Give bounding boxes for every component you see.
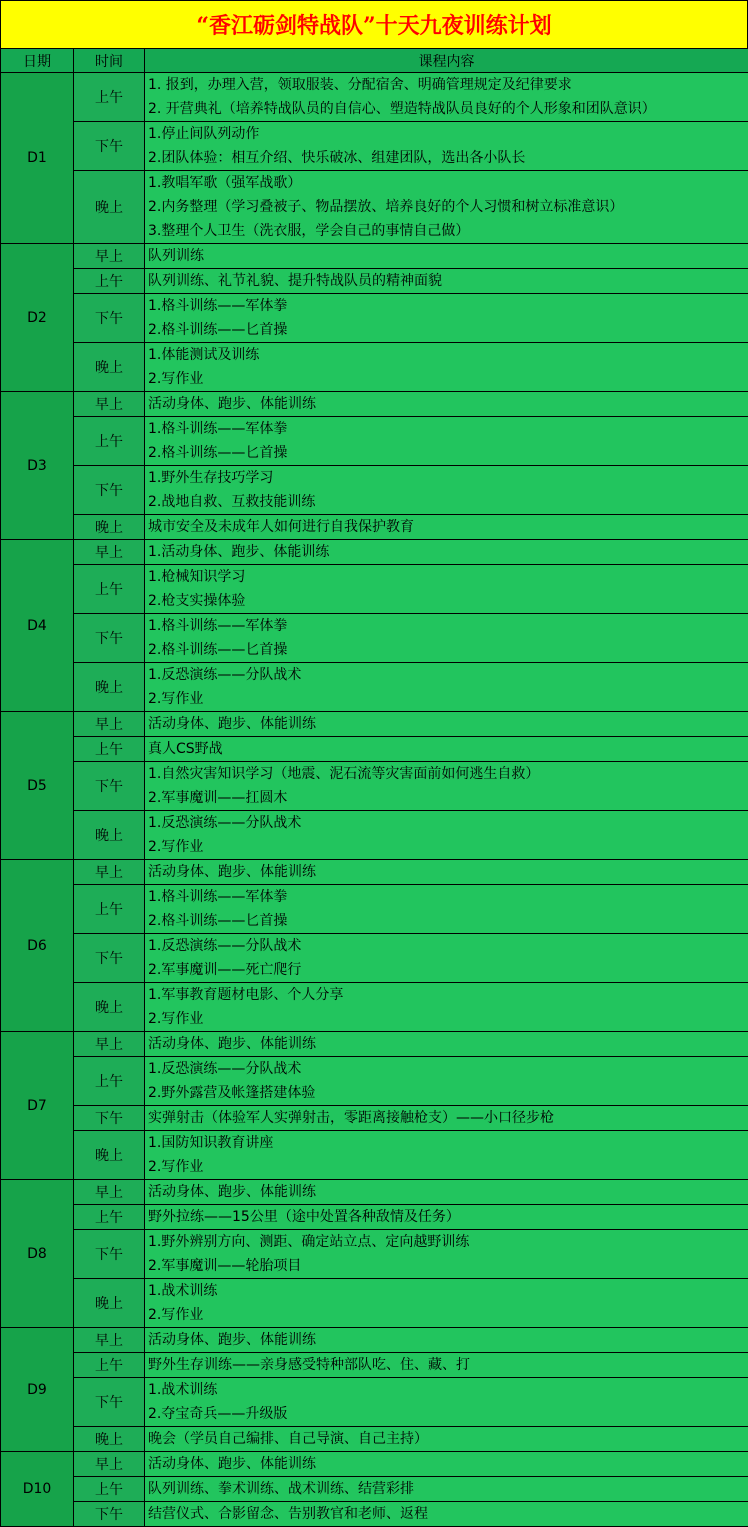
course-content <box>145 811 748 860</box>
course-line: 2.夺宝奇兵——升级版 <box>148 1402 748 1426</box>
time-label: 晚上 <box>74 663 145 712</box>
course-content <box>145 1477 748 1502</box>
time-label: 上午 <box>74 565 145 614</box>
time-label: 早上 <box>74 392 145 417</box>
course-line: 活动身体、跑步、体能训练 <box>148 712 748 736</box>
schedule-row <box>1 1477 748 1502</box>
course-line: 2.写作业 <box>148 1303 748 1327</box>
course-content <box>145 515 748 540</box>
course-line: 1.反恐演练——分队战术 <box>148 1057 748 1081</box>
course-content <box>145 614 748 663</box>
course-line: 1.野外辨别方向、测距、确定站立点、定向越野训练 <box>148 1230 748 1254</box>
course-line: 队列训练、拳术训练、战术训练、结营彩排 <box>148 1477 748 1501</box>
course-content <box>145 244 748 269</box>
header-content: 课程内容 <box>145 49 748 73</box>
day-label: D6 <box>1 860 74 1032</box>
time-label: 上午 <box>74 417 145 466</box>
time-label: 上午 <box>74 1205 145 1230</box>
schedule-row <box>1 565 748 614</box>
course-content <box>145 737 748 762</box>
time-label: 早上 <box>74 860 145 885</box>
course-line: 1.战术训练 <box>148 1279 748 1303</box>
schedule-row <box>1 392 748 417</box>
time-label: 晚上 <box>74 1279 145 1328</box>
time-label: 早上 <box>74 244 145 269</box>
course-content <box>145 269 748 294</box>
time-label: 下午 <box>74 1502 145 1527</box>
schedule-row <box>1 122 748 171</box>
time-label: 下午 <box>74 1378 145 1427</box>
course-content <box>145 885 748 934</box>
time-label: 早上 <box>74 1328 145 1353</box>
course-line: 1.国防知识教育讲座 <box>148 1131 748 1155</box>
schedule-row <box>1 762 748 811</box>
course-content <box>145 565 748 614</box>
time-label: 下午 <box>74 614 145 663</box>
course-line: 2.枪支实操体验 <box>148 589 748 613</box>
course-line: 1.军事教育题材电影、个人分享 <box>148 983 748 1007</box>
course-line: 1.停止间队列动作 <box>148 122 748 146</box>
day-label: D10 <box>1 1452 74 1527</box>
course-content <box>145 417 748 466</box>
schedule-row <box>1 811 748 860</box>
course-content <box>145 1180 748 1205</box>
time-label: 晚上 <box>74 171 145 244</box>
time-label: 上午 <box>74 1057 145 1106</box>
schedule-row <box>1 1106 748 1131</box>
time-label: 上午 <box>74 269 145 294</box>
day-label: D4 <box>1 540 74 712</box>
time-label: 下午 <box>74 294 145 343</box>
time-label: 下午 <box>74 934 145 983</box>
course-line: 2.格斗训练——匕首操 <box>148 318 748 342</box>
course-line: 野外拉练——15公里（途中处置各种敌情及任务） <box>148 1205 748 1229</box>
schedule-table <box>0 48 748 1527</box>
course-line: 2.格斗训练——匕首操 <box>148 909 748 933</box>
course-line: 野外生存训练——亲身感受特种部队吃、住、藏、打 <box>148 1353 748 1377</box>
course-line: 活动身体、跑步、体能训练 <box>148 1180 748 1204</box>
course-content <box>145 934 748 983</box>
course-content <box>145 1353 748 1378</box>
time-label: 晚上 <box>74 811 145 860</box>
course-line: 1.自然灾害知识学习（地震、泥石流等灾害面前如何逃生自救） <box>148 762 748 786</box>
course-content <box>145 1427 748 1452</box>
course-line: 城市安全及未成年人如何进行自我保护教育 <box>148 515 748 539</box>
course-content <box>145 540 748 565</box>
schedule-row <box>1 1427 748 1452</box>
schedule-row <box>1 1502 748 1527</box>
schedule-row <box>1 244 748 269</box>
course-line: 2.军事魔训——死亡爬行 <box>148 958 748 982</box>
course-line: 1.反恐演练——分队战术 <box>148 663 748 687</box>
schedule-row <box>1 1279 748 1328</box>
course-content <box>145 122 748 171</box>
course-line: 1.格斗训练——军体拳 <box>148 885 748 909</box>
course-line: 2.军事魔训——轮胎项目 <box>148 1254 748 1278</box>
time-label: 晚上 <box>74 1131 145 1180</box>
course-line: 2.军事魔训——扛圆木 <box>148 786 748 810</box>
schedule-row <box>1 515 748 540</box>
course-line: 晚会（学员自己编排、自己导演、自己主持） <box>148 1427 748 1451</box>
course-content <box>145 1328 748 1353</box>
course-content <box>145 1279 748 1328</box>
course-line: 2.战地自救、互救技能训练 <box>148 490 748 514</box>
course-line: 活动身体、跑步、体能训练 <box>148 860 748 884</box>
course-content <box>145 1230 748 1279</box>
course-line: 1.活动身体、跑步、体能训练 <box>148 540 748 564</box>
course-content <box>145 1205 748 1230</box>
schedule-row <box>1 1205 748 1230</box>
header-row <box>1 49 748 73</box>
course-content <box>145 1131 748 1180</box>
schedule-row <box>1 860 748 885</box>
course-line: 结营仪式、合影留念、告别教官和老师、返程 <box>148 1502 748 1526</box>
course-line: 2.写作业 <box>148 835 748 859</box>
header-date: 日期 <box>1 49 74 73</box>
time-label: 晚上 <box>74 515 145 540</box>
schedule-row <box>1 934 748 983</box>
course-content <box>145 1057 748 1106</box>
time-label: 下午 <box>74 1106 145 1131</box>
time-label: 上午 <box>74 73 145 122</box>
day-label: D1 <box>1 73 74 244</box>
schedule-row <box>1 343 748 392</box>
course-line: 队列训练 <box>148 244 748 268</box>
course-line: 2.团队体验：相互介绍、快乐破冰、组建团队，选出各小队长 <box>148 146 748 170</box>
time-label: 晚上 <box>74 983 145 1032</box>
course-line: 2.写作业 <box>148 367 748 391</box>
course-line: 2.写作业 <box>148 687 748 711</box>
time-label: 上午 <box>74 885 145 934</box>
schedule-row <box>1 614 748 663</box>
time-label: 早上 <box>74 540 145 565</box>
course-line: 活动身体、跑步、体能训练 <box>148 392 748 416</box>
course-line: 2. 开营典礼（培养特战队员的自信心、塑造特战队员良好的个人形象和团队意识） <box>148 97 748 121</box>
time-label: 早上 <box>74 712 145 737</box>
time-label: 上午 <box>74 1477 145 1502</box>
schedule-row <box>1 1131 748 1180</box>
course-content <box>145 294 748 343</box>
course-content <box>145 466 748 515</box>
course-line: 1.格斗训练——军体拳 <box>148 294 748 318</box>
course-line: 1.枪械知识学习 <box>148 565 748 589</box>
course-content <box>145 1106 748 1131</box>
course-line: 2.内务整理（学习叠被子、物品摆放、培养良好的个人习惯和树立标准意识） <box>148 195 748 219</box>
course-line: 真人CS野战 <box>148 737 748 761</box>
day-label: D8 <box>1 1180 74 1328</box>
time-label: 晚上 <box>74 1427 145 1452</box>
schedule-row <box>1 1353 748 1378</box>
course-line: 1.格斗训练——军体拳 <box>148 417 748 441</box>
schedule-row <box>1 1057 748 1106</box>
day-label: D9 <box>1 1328 74 1452</box>
day-label: D2 <box>1 244 74 392</box>
day-label: D3 <box>1 392 74 540</box>
time-label: 下午 <box>74 1230 145 1279</box>
course-line: 实弹射击（体验军人实弹射击，零距离接触枪支）——小口径步枪 <box>148 1106 748 1130</box>
time-label: 早上 <box>74 1452 145 1477</box>
page-title: “香江砺剑特战队”十天九夜训练计划 <box>0 0 748 49</box>
schedule-row <box>1 983 748 1032</box>
time-label: 上午 <box>74 1353 145 1378</box>
schedule-row <box>1 1180 748 1205</box>
course-content <box>145 1032 748 1057</box>
time-label: 早上 <box>74 1032 145 1057</box>
schedule-row <box>1 417 748 466</box>
time-label: 下午 <box>74 762 145 811</box>
course-content <box>145 171 748 244</box>
time-label: 晚上 <box>74 343 145 392</box>
course-line: 2.格斗训练——匕首操 <box>148 441 748 465</box>
schedule-row <box>1 663 748 712</box>
course-content <box>145 1502 748 1527</box>
course-line: 3.整理个人卫生（洗衣服，学会自己的事情自己做） <box>148 219 748 243</box>
day-label: D5 <box>1 712 74 860</box>
header-time: 时间 <box>74 49 145 73</box>
course-content <box>145 1378 748 1427</box>
course-line: 1.教唱军歌（强军战歌） <box>148 171 748 195</box>
course-content <box>145 983 748 1032</box>
course-line: 1. 报到，办理入营，领取服装、分配宿舍、明确管理规定及纪律要求 <box>148 73 748 97</box>
time-label: 下午 <box>74 466 145 515</box>
course-line: 活动身体、跑步、体能训练 <box>148 1328 748 1352</box>
course-line: 1.体能测试及训练 <box>148 343 748 367</box>
course-line: 2.写作业 <box>148 1155 748 1179</box>
schedule-row <box>1 1032 748 1057</box>
course-line: 活动身体、跑步、体能训练 <box>148 1032 748 1056</box>
schedule-row <box>1 1328 748 1353</box>
schedule-row <box>1 1378 748 1427</box>
time-label: 下午 <box>74 122 145 171</box>
schedule-row <box>1 737 748 762</box>
schedule-row <box>1 1452 748 1477</box>
schedule-row <box>1 294 748 343</box>
course-line: 2.野外露营及帐篷搭建体验 <box>148 1081 748 1105</box>
course-line: 队列训练、礼节礼貌、提升特战队员的精神面貌 <box>148 269 748 293</box>
day-label: D7 <box>1 1032 74 1180</box>
schedule-row <box>1 712 748 737</box>
course-content <box>145 762 748 811</box>
schedule-row <box>1 540 748 565</box>
time-label: 上午 <box>74 737 145 762</box>
schedule-row <box>1 171 748 244</box>
schedule-row <box>1 1230 748 1279</box>
course-content <box>145 392 748 417</box>
course-content <box>145 343 748 392</box>
course-line: 2.写作业 <box>148 1007 748 1031</box>
course-content <box>145 1452 748 1477</box>
course-line: 2.格斗训练——匕首操 <box>148 638 748 662</box>
schedule-row <box>1 885 748 934</box>
course-content <box>145 663 748 712</box>
time-label: 早上 <box>74 1180 145 1205</box>
schedule-row <box>1 269 748 294</box>
course-line: 1.野外生存技巧学习 <box>148 466 748 490</box>
course-line: 1.战术训练 <box>148 1378 748 1402</box>
schedule-row <box>1 73 748 122</box>
course-line: 1.反恐演练——分队战术 <box>148 934 748 958</box>
course-content <box>145 712 748 737</box>
course-content <box>145 860 748 885</box>
schedule-row <box>1 466 748 515</box>
course-line: 1.格斗训练——军体拳 <box>148 614 748 638</box>
course-line: 1.反恐演练——分队战术 <box>148 811 748 835</box>
course-line: 活动身体、跑步、体能训练 <box>148 1452 748 1476</box>
course-content <box>145 73 748 122</box>
